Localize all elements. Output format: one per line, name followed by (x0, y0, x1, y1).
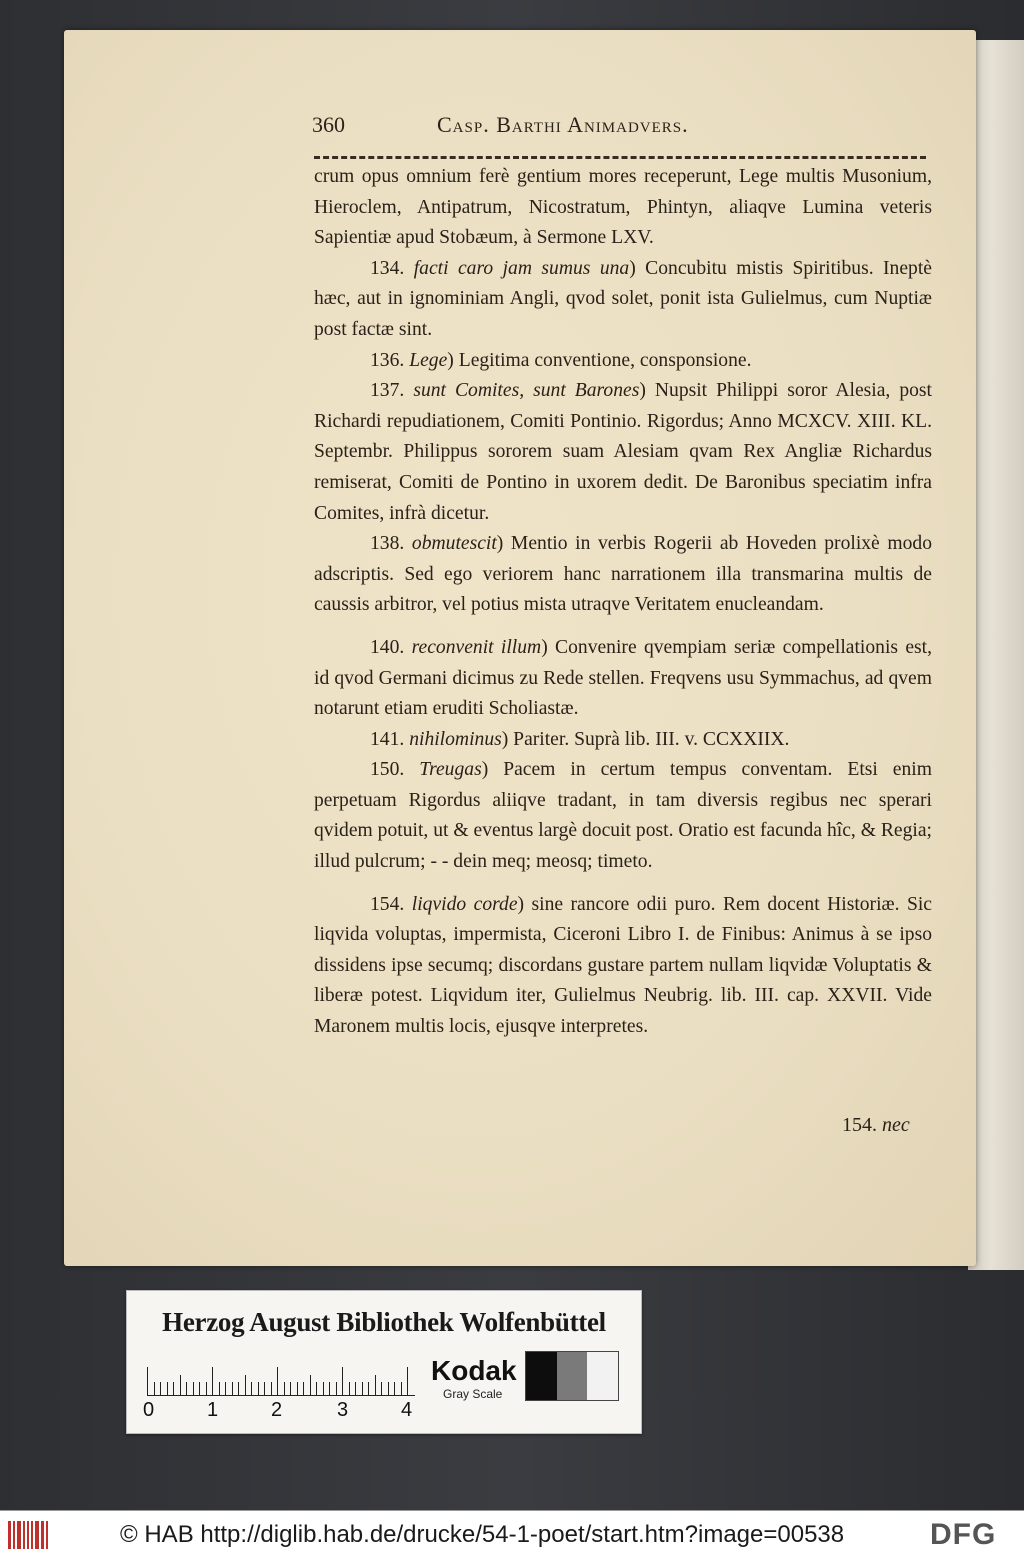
ruler-tick (316, 1382, 317, 1395)
gray-scale-caption: Gray Scale (443, 1387, 503, 1401)
ruler-tick (303, 1382, 304, 1395)
paragraph-134 (314, 254, 932, 346)
ruler-tick (290, 1382, 291, 1395)
paragraph-137 (314, 376, 932, 529)
note-text: ) Pacem in certum tempus conventam. Etsi enim perpetuam Rigordus aliiqve tradant, in tam diversis regibus nec sperari qvidem potuit, ut & eventus largè docuit post. Oratio est facunda hîc, & Regia; illud pulcrum; - - dein meq; meosq; timeto. (314, 759, 932, 873)
ruler-tick (251, 1382, 252, 1395)
ruler-tick (167, 1382, 168, 1395)
paragraph-136 (314, 346, 932, 377)
ruler-numbers (143, 1399, 415, 1425)
ruler-tick (225, 1382, 226, 1395)
ruler-tick (362, 1382, 363, 1395)
hab-barcode-icon (8, 1521, 48, 1549)
note-lemma: facti caro jam sumus una (413, 257, 630, 279)
ruler-tick (271, 1382, 272, 1395)
note-number: 154. (370, 893, 405, 915)
dfg-logo: DFG (930, 1518, 997, 1551)
ruler-tick (193, 1382, 194, 1395)
ruler-number: 3 (337, 1399, 349, 1421)
paragraph-138 (314, 529, 932, 621)
note-text: ) sine rancore odii puro. Rem docent Historiæ. Sic liqvida voluptas, impermista, Ciceroni Libro I. de Finibus: Animus à se ipso dissidens ipse secumq; discordans gustare partem nullam liqvidæ Voluptatis & liberæ potest. Liqvidum iter, Gulielmus Neubrig. lib. III. cap. XXVII. Vide Maronem multis locis, ejusqve interpretes. (314, 893, 932, 1038)
note-number: 140. (370, 636, 405, 658)
adjacent-page-edge (968, 40, 1024, 1270)
ruler-tick (160, 1382, 161, 1395)
ruler-tick (349, 1382, 350, 1395)
note-text: ) Nupsit Philippi soror Alesia, post Richardi repudiationem, Comiti Pontinio. Rigordus; Anno MCXCV. XIII. KL. Septembr. Philippus sororem suam Alesiam qvam Rex Angliæ Richardus remiserat, Comiti de Pontino in uxorem dedit. De Baronibus speciatim infra Comites, infrà dicetur. (314, 380, 932, 524)
note-text: ) Concubitu mistis Spiritibus. Ineptè hæc, aut in ignominiam Angli, qvod solet, ponit ista Gulielmus, cum Nuptiæ post factæ sint. (314, 257, 932, 340)
ruler-tick (355, 1382, 356, 1395)
ruler-tick (154, 1382, 155, 1395)
note-lemma: nihilominus (409, 728, 502, 750)
ruler-tick (375, 1375, 376, 1395)
ruler-tick (219, 1382, 220, 1395)
catchword-number: 154. (842, 1114, 877, 1136)
ruler-number: 2 (271, 1399, 283, 1421)
note-lemma: liqvido corde (411, 893, 518, 915)
commentary-text (314, 162, 932, 1043)
note-text: ) Pariter. Suprà lib. III. v. CCXXIIX. (501, 728, 790, 750)
page-number: 360 (312, 112, 345, 137)
note-lemma: Treugas (419, 759, 482, 781)
ruler-tick (329, 1382, 330, 1395)
ruler-number: 1 (207, 1399, 219, 1421)
swatch-white (587, 1352, 618, 1400)
ruler-tick (401, 1382, 402, 1395)
running-head-title: Casp. Barthi Animadvers. (437, 112, 689, 137)
ruler-tick (323, 1382, 324, 1395)
note-lemma: Lege (409, 349, 448, 371)
paragraph-154 (314, 890, 932, 1043)
ruler-tick (238, 1382, 239, 1395)
ruler-tick (206, 1382, 207, 1395)
library-color-card (126, 1290, 642, 1434)
ruler-tick (147, 1367, 148, 1395)
kodak-logo: Kodak (431, 1355, 517, 1386)
ruler-number: 0 (143, 1399, 155, 1421)
ruler-tick (310, 1375, 311, 1395)
ruler-tick (368, 1382, 369, 1395)
note-number: 136. (370, 349, 405, 371)
swatch-black (526, 1352, 557, 1400)
ruler-tick (199, 1382, 200, 1395)
ruler-tick (264, 1382, 265, 1395)
ruler-tick (173, 1382, 174, 1395)
note-number: 134. (370, 257, 405, 279)
note-number: 138. (370, 533, 405, 555)
ruler-tick (258, 1382, 259, 1395)
catchword-word: nec (882, 1114, 910, 1136)
footer-bar (0, 1510, 1024, 1558)
head-rule (314, 156, 926, 159)
note-number: 141. (370, 728, 405, 750)
scale-ruler (147, 1365, 415, 1396)
paragraph-0 (314, 162, 932, 254)
running-head (312, 112, 834, 152)
ruler-tick (336, 1382, 337, 1395)
library-name: Herzog August Bibliothek Wolfenbüttel (162, 1307, 606, 1337)
ruler-tick (232, 1382, 233, 1395)
catchword (842, 1114, 910, 1137)
ruler-tick (245, 1375, 246, 1395)
paragraph-141 (314, 725, 932, 756)
ruler-number: 4 (401, 1399, 413, 1421)
swatch-gray (557, 1352, 588, 1400)
ruler-tick (394, 1382, 395, 1395)
note-text: ) Legitima conventione, consponsione. (447, 349, 752, 371)
note-lemma: reconvenit illum (411, 636, 542, 658)
ruler-tick (180, 1375, 181, 1395)
ruler-tick (284, 1382, 285, 1395)
paragraph-text: crum opus omnium ferè gentium mores receperunt, Lege multis Musonium, Hieroclem, Antipatrum, Nicostratum, Phintyn, aliaqve Lumina veteris Sapientiæ apud Stobæum, à Sermone LXV. (314, 166, 932, 249)
note-number: 150. (370, 759, 405, 781)
ruler-tick (297, 1382, 298, 1395)
note-lemma: obmutescit (411, 533, 497, 555)
paragraph-140 (314, 633, 932, 725)
paragraph-150 (314, 755, 932, 877)
note-text: ) Convenire qvempiam seriæ compellationis est, id qvod Germani dicimus zu Rede stellen. Freqvens usu Symmachus, ad qvem notarunt etiam eruditi Scholiastæ. (314, 636, 933, 720)
note-number: 137. (370, 380, 405, 402)
ruler-tick (212, 1367, 213, 1395)
note-lemma: sunt Comites, sunt Barones (413, 380, 640, 402)
ruler-tick (381, 1382, 382, 1395)
ruler-tick (186, 1382, 187, 1395)
ruler-tick (342, 1367, 343, 1395)
ruler-tick (388, 1382, 389, 1395)
gray-swatches (525, 1351, 619, 1401)
ruler-tick (407, 1367, 408, 1395)
note-text: ) Mentio in verbis Rogerii ab Hoveden prolixè modo adscriptis. Sed ego veriorem hanc narrationem illa transmarina multis de caussis arbitror, vel potius mista utraqve Veritatem enucleandam. (314, 533, 932, 616)
ruler-tick (277, 1367, 278, 1395)
copyright-url: © HAB http://diglib.hab.de/drucke/54-1-poet/start.htm?image=00538 (120, 1521, 845, 1548)
